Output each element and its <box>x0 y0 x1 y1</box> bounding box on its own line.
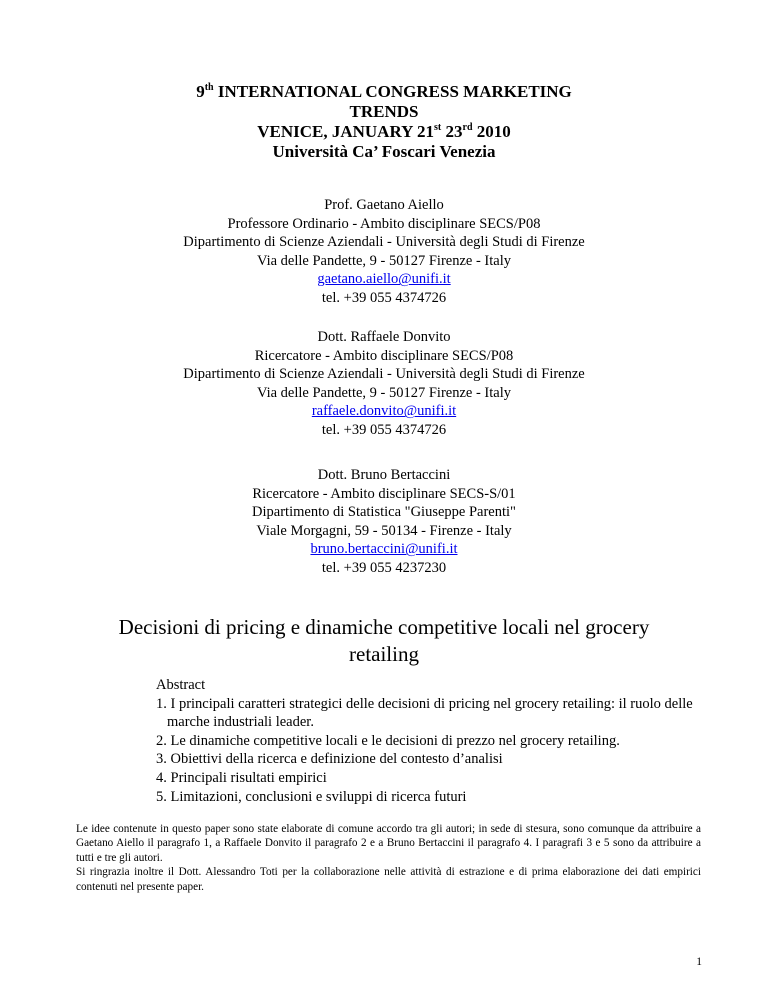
author-email-link[interactable]: bruno.bertaccini@unifi.it <box>310 541 458 558</box>
abstract-heading: Abstract <box>156 677 206 693</box>
author-role: Ricercatore - Ambito disciplinare SECS/P08 <box>254 347 514 364</box>
author-department: Dipartimento di Scienze Aziendali - Università degli Studi di Firenze <box>183 366 585 383</box>
page-number: 1 <box>696 956 702 968</box>
toc-item: 2. Le dinamiche competitive locali e le decisioni di prezzo nel grocery retailing. <box>156 732 620 749</box>
author-role: Ricercatore - Ambito disciplinare SECS-S/01 <box>252 485 516 502</box>
author-phone: tel. +39 055 4237230 <box>321 559 447 576</box>
author-department: Dipartimento di Scienze Aziendali - Università degli Studi di Firenze <box>183 234 585 251</box>
author-role: Professore Ordinario - Ambito disciplinare SECS/P08 <box>227 215 541 232</box>
author-address: Via delle Pandette, 9 - 50127 Firenze - Italy <box>256 252 511 269</box>
congress-venue: Università Ca’ Foscari Venezia <box>272 142 496 161</box>
author-name: Prof. Gaetano Aiello <box>324 197 444 213</box>
author-block-bertaccini <box>0 466 768 578</box>
author-phone: tel. +39 055 4374726 <box>321 289 447 306</box>
congress-line-2: TRENDS <box>349 102 419 121</box>
author-address: Viale Morgagni, 59 - 50134 - Firenze - Italy <box>256 522 512 539</box>
paper-title <box>0 614 768 668</box>
authorship-note <box>76 822 701 894</box>
author-block-donvito <box>0 328 768 440</box>
author-address: Via delle Pandette, 9 - 50127 Firenze - Italy <box>256 384 511 401</box>
author-email-link[interactable]: gaetano.aiello@unifi.it <box>317 271 451 288</box>
note-paragraph: Si ringrazia inoltre il Dott. Alessandro Toti per la collaborazione nelle attività di estrazione e di prima elaborazione dei dati empirici contenuti nel presente paper. <box>76 866 701 893</box>
author-name: Dott. Raffaele Donvito <box>317 329 451 345</box>
congress-line-1: 9th INTERNATIONAL CONGRESS MARKETING <box>196 82 572 101</box>
contents-list <box>156 676 716 806</box>
paper-title-line-2: retailing <box>349 642 419 666</box>
toc-item: 3. Obiettivi della ricerca e definizione del contesto d’analisi <box>156 751 503 768</box>
toc-item: 4. Principali risultati empirici <box>156 769 327 786</box>
congress-header <box>0 82 768 162</box>
author-phone: tel. +39 055 4374726 <box>321 421 447 438</box>
toc-item: 1. I principali caratteri strategici delle decisioni di pricing nel grocery retailing: il ruolo delle marche industriali leader. <box>156 695 693 731</box>
author-email-link[interactable]: raffaele.donvito@unifi.it <box>311 403 457 420</box>
author-department: Dipartimento di Statistica "Giuseppe Parenti" <box>252 504 516 521</box>
paper-title-line-1: Decisioni di pricing e dinamiche competitive locali nel grocery <box>118 615 650 639</box>
toc-item: 5. Limitazioni, conclusioni e sviluppi di ricerca futuri <box>156 788 467 805</box>
congress-line-3: VENICE, JANUARY 21st 23rd 2010 <box>257 122 511 141</box>
author-name: Dott. Bruno Bertaccini <box>317 467 451 483</box>
note-paragraph: Le idee contenute in questo paper sono state elaborate di comune accordo tra gli autori; in sede di stesura, sono comunque da attribuire a Gaetano Aiello il paragrafo 1, a Raffaele Donvito il paragrafo 2 e a Bruno Bertaccini il paragrafo 4. I paragrafi 3 e 5 sono da attribuire a tutti e tre gli autori. <box>76 823 701 864</box>
author-block-aiello <box>0 196 768 308</box>
